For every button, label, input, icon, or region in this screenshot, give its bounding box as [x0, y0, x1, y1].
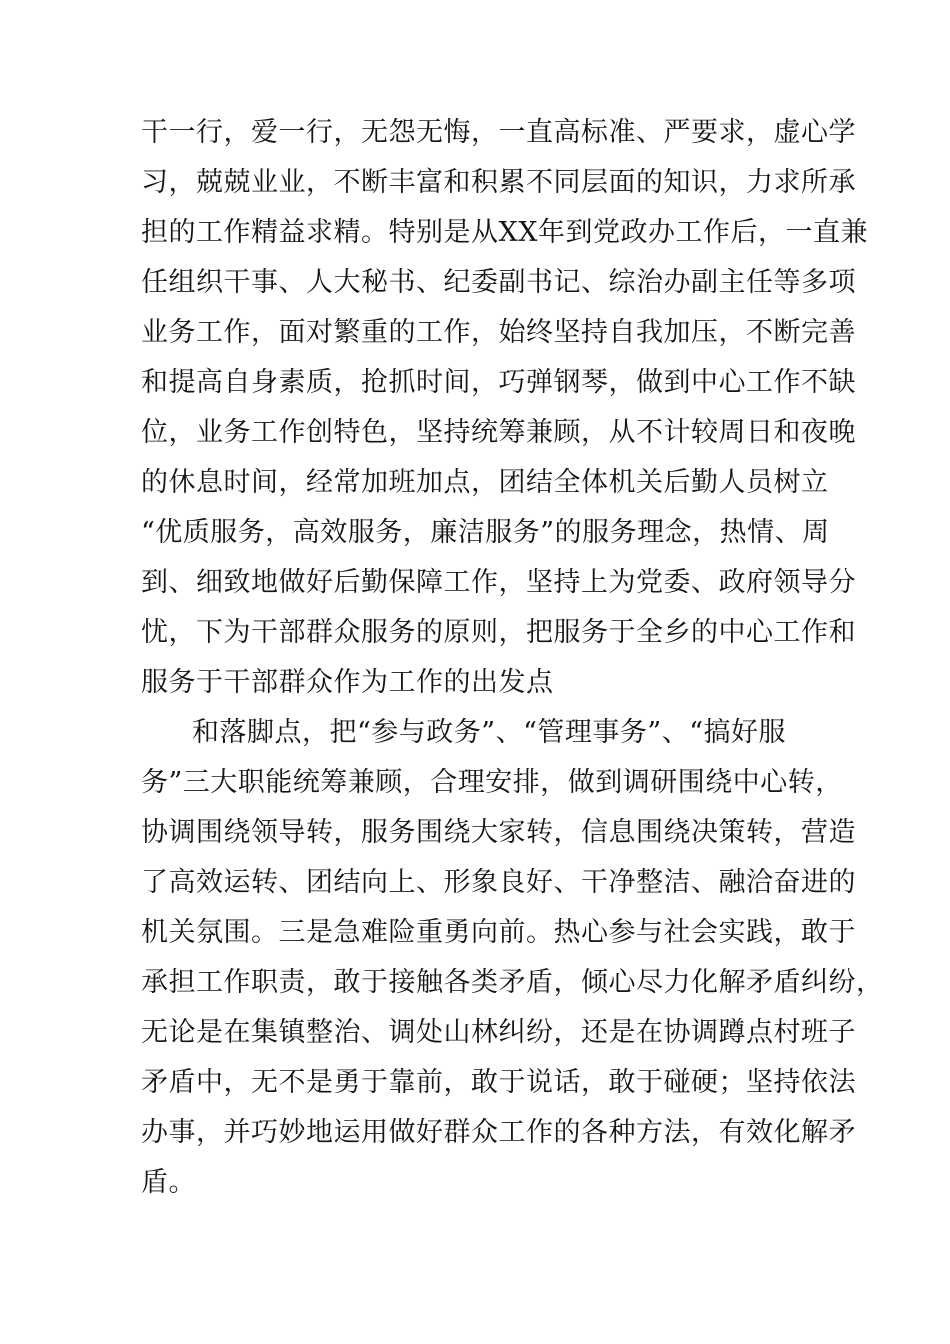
text-line: 协调围绕领导转，服务围绕大家转，信息围绕决策转，营造 — [141, 817, 856, 848]
text-line: 和落脚点，把“参与政务”、“管理事务”、“搞好服 — [192, 717, 787, 748]
text-line: 无论是在集镇整治、调处山林纠纷，还是在协调蹲点村班子 — [141, 1017, 856, 1048]
text-line: “优质服务，高效服务，廉洁服务”的服务理念，热情、周 — [141, 517, 830, 548]
text-line: 办事，并巧妙地运用做好群众工作的各种方法，有效化解矛 — [141, 1117, 856, 1148]
text-line: 矛盾中，无不是勇于靠前，敢于说话，敢于碰硬；坚持依法 — [141, 1067, 856, 1098]
text-line: 机关氛围。三是急难险重勇向前。热心参与社会实践，敢于 — [141, 917, 856, 948]
text-line: 到、细致地做好后勤保障工作，坚持上为党委、政府领导分 — [141, 567, 856, 598]
text-line: 了高效运转、团结向上、形象良好、干净整洁、融洽奋进的 — [141, 867, 856, 898]
text-line: 任组织干事、人大秘书、纪委副书记、综治办副主任等多项 — [141, 267, 856, 298]
text-line: 担的工作精益求精。特别是从XX年到党政办工作后，一直兼 — [141, 217, 868, 248]
text-line: 服务于干部群众作为工作的出发点 — [141, 667, 554, 698]
text-line: 务”三大职能统筹兼顾，合理安排，做到调研围绕中心转， — [141, 767, 843, 798]
text-line: 业务工作，面对繁重的工作，始终坚持自我加压，不断完善 — [141, 317, 856, 348]
text-line: 习，兢兢业业，不断丰富和积累不同层面的知识，力求所承 — [141, 167, 856, 198]
text-line: 忧，下为干部群众服务的原则，把服务于全乡的中心工作和 — [141, 617, 856, 648]
text-line: 位，业务工作创特色，坚持统筹兼顾，从不计较周日和夜晚 — [141, 417, 856, 448]
text-line: 的休息时间，经常加班加点，团结全体机关后勤人员树立 — [141, 467, 829, 498]
text-line: 承担工作职责，敢于接触各类矛盾，倾心尽力化解矛盾纠纷， — [141, 967, 884, 998]
text-line: 和提高自身素质，抢抓时间，巧弹钢琴，做到中心工作不缺 — [141, 367, 856, 398]
text-line: 盾。 — [141, 1167, 196, 1198]
text-line: 干一行，爱一行，无怨无悔，一直高标准、严要求，虚心学 — [141, 117, 856, 148]
